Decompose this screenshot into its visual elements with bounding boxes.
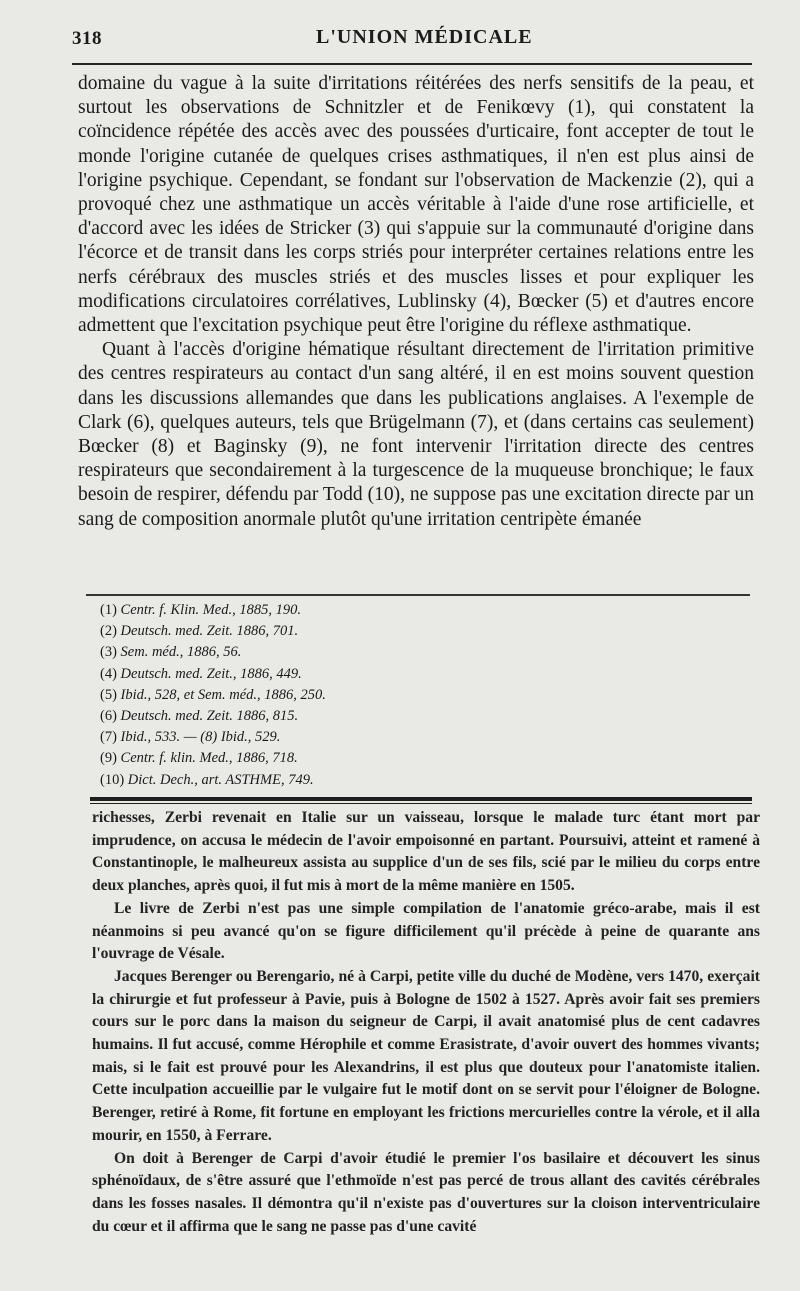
footnote-text: Deutsch. med. Zeit. 1886, 701.: [120, 623, 299, 640]
secondary-paragraph: Jacques Berenger ou Berengario, né à Carpi, petite ville du duché de Modène, vers 1470, exerçait la chirurgie et fut professeur à Pavie, puis à Bologne de 1502 à 1527. Après avoir fait ses premiers cours sur le porc dans la maison du seigneur de Carpi, il avait anatomisé plus de cent cadavres humains. Il fut accusé, comme Hérophile et comme Erasistrate, d'avoir ouvert des hommes vivants; mais, si le fait est prouvé pour les Alexandrins, il est plus que douteux pour l'anatomiste italien. Cette inculpation accueillie par le vulgaire fut le motif dont on se servit pour l'éloigner de Bologne. Berenger, retiré à Rome, fit fortune en employant les frictions mercurielles contre la vérole, et il alla mourir, en 1550, à Ferrare.: [92, 967, 760, 1144]
footnote-item: [100, 685, 740, 706]
footnote-number: (7): [100, 729, 117, 746]
secondary-paragraph: Le livre de Zerbi n'est pas une simple compilation de l'anatomie gréco-arabe, mais il est néanmoins si peu avancé qu'on se figure difficilement qu'il précède à peine de quarante ans l'ouvrage de Vésale.: [92, 899, 760, 963]
footnote-number: (2): [100, 623, 117, 640]
footnote-number: (4): [100, 665, 117, 682]
footnote-text: Centr. f. klin. Med., 1886, 718.: [120, 750, 298, 767]
footnote-number: (1): [100, 602, 117, 618]
footnote-item: [100, 770, 740, 791]
footnote-number: (5): [100, 686, 117, 703]
footnote-item: [100, 748, 740, 769]
footnotes-list: [100, 600, 740, 791]
page-header: [72, 22, 752, 62]
body-paragraph: domaine du vague à la suite d'irritations réitérées des nerfs sensitifs de la peau, et surtout les observations de Schnitzler et de Fenikœvy (1), qui constatent la coïncidence répétée des accès avec des poussées d'urticaire, font accepter de tout le monde l'origine cutanée de quelques crises asthmatiques, il n'en est plus ainsi de l'origine psychique. Cependant, se fondant sur l'observation de Mackenzie (2), qui a provoqué chez une asthmatique un accès véritable à l'aide d'une rose artificielle, et d'accord avec les idées de Stricker (3) qui s'appuie sur la communauté d'origine dans l'écorce et de transit dans les corps striés pour interpréter certaines relations entre les nerfs cérébraux des muscles striés et des muscles lisses et pour expliquer les modifications circulatoires corrélatives, Lublinsky (4), Bœcker (5) et d'autres encore admettent que l'excitation psychique peut être l'origine du réflexe asthmatique.: [78, 73, 754, 337]
footnote-item: [100, 706, 740, 727]
footnote-text: Ibid., 528, et Sem. méd., 1886, 250.: [120, 686, 326, 703]
footnote-text: Ibid., 533. — (8) Ibid., 529.: [120, 729, 281, 746]
footnote-item: [100, 621, 740, 642]
footnote-text: Deutsch. med. Zeit., 1886, 449.: [120, 665, 302, 682]
footnote-text: Dict. Dech., art. ASTHME, 749.: [127, 771, 314, 788]
footnote-item: [100, 600, 740, 621]
header-rule: [72, 63, 752, 65]
body-paragraph: Quant à l'accès d'origine hématique résultant directement de l'irritation primitive des centres respirateurs au contact d'un sang altéré, il en est moins souvent question dans les discussions allemandes que dans les publications anglaises. A l'exemple de Clark (6), quelques auteurs, tels que Brügelmann (7), et (dans certains cas seulement) Bœcker (8) et Baginsky (9), ne font intervenir l'irritation directe des centres respirateurs que secondairement à la turgescence de la muqueuse bronchique; le faux besoin de respirer, défendu par Todd (10), ne suppose pas une excitation directe par un sang de composition anormale plutôt qu'une irritation centripète émanée: [78, 339, 754, 530]
section-divider-thick: [90, 797, 752, 801]
footnote-rule: [86, 594, 750, 596]
secondary-paragraph: On doit à Berenger de Carpi d'avoir étudié le premier l'os basilaire et découvert les sinus sphénoïdaux, de s'être assuré que l'ethmoïde n'est pas percé de trous allant des cavités cérébrales dans les fosses nasales. Il démontra qu'il n'existe pas d'ouvertures sur la cloison interventriculaire du cœur et il affirma que le sang ne passe pas d'une cavité: [92, 1149, 760, 1235]
section-divider-thin: [90, 803, 752, 804]
running-head: L'UNION MÉDICALE: [316, 26, 533, 48]
footnote-number: (9): [100, 750, 117, 767]
footnote-number: (6): [100, 708, 117, 725]
secondary-body-text: [92, 807, 760, 1238]
footnote-item: [100, 727, 740, 748]
footnote-text: Centr. f. Klin. Med., 1885, 190.: [120, 602, 301, 618]
main-body-text: [78, 72, 754, 532]
page-number: 318: [72, 28, 102, 49]
footnote-item: [100, 664, 740, 685]
footnote-number: (10): [100, 771, 125, 788]
footnote-item: [100, 642, 740, 663]
footnote-number: (3): [100, 644, 117, 661]
footnote-text: Deutsch. med. Zeit. 1886, 815.: [120, 708, 299, 725]
footnote-text: Sem. méd., 1886, 56.: [120, 644, 242, 661]
secondary-paragraph: richesses, Zerbi revenait en Italie sur un vaisseau, lorsque le malade turc étant mort par imprudence, on accusa le médecin de l'avoir empoisonné en partant. Poursuivi, atteint et ramené à Constantinople, le malheureux assista au supplice d'un de ses fils, scié par le milieu du corps entre deux planches, après quoi, il fut mis à mort de la même manière en 1505.: [92, 809, 760, 895]
